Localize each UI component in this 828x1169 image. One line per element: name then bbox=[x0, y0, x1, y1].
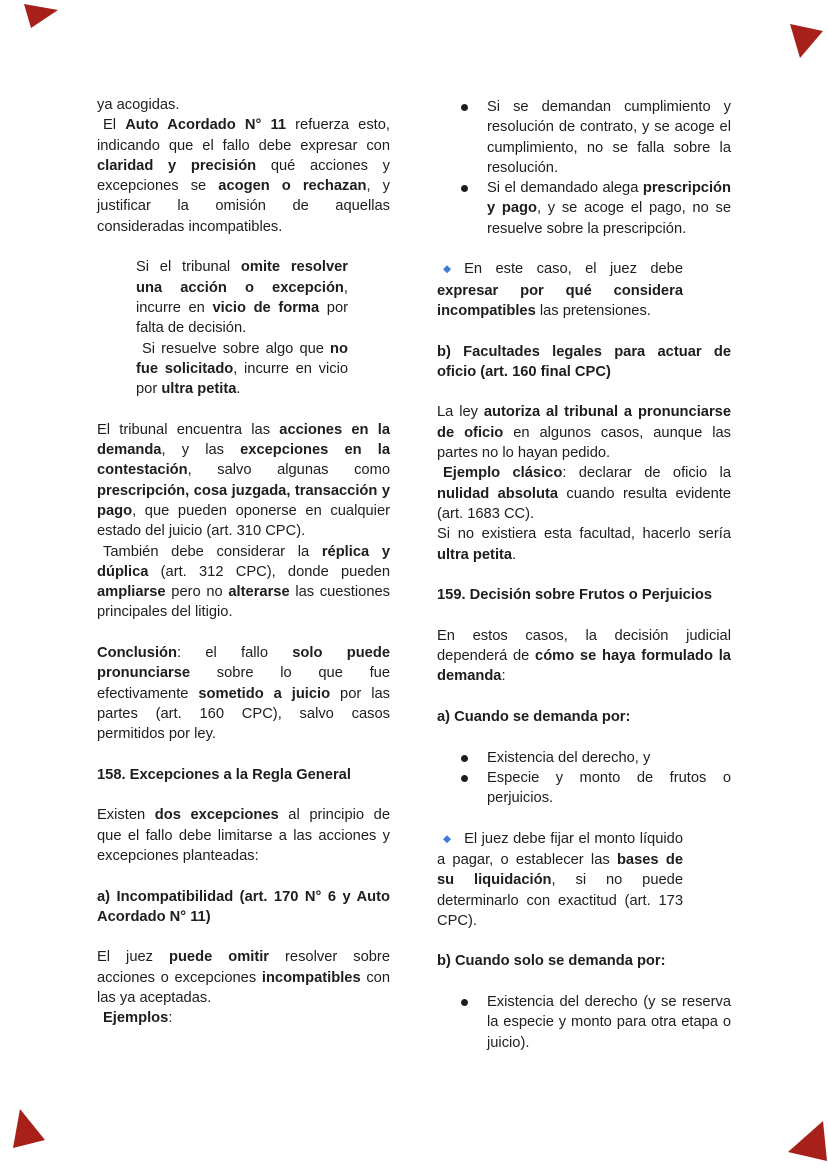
bold-text: incompatibles bbox=[261, 969, 361, 986]
bullet-item bbox=[437, 748, 731, 768]
body-text: Existencia del derecho, y bbox=[487, 749, 651, 766]
body-text: , que pueden oponerse en cualquier estado del juicio (art. 310 CPC). bbox=[97, 502, 390, 540]
bullet-dot-icon bbox=[461, 999, 468, 1006]
body-text: Existen bbox=[97, 807, 155, 824]
bold-text: puede omitir bbox=[168, 949, 270, 966]
bullet-dot-icon bbox=[461, 104, 468, 111]
bold-text: expresar por qué considera incompatibles bbox=[437, 282, 683, 319]
body-text: , si no puede determinarlo con exactitud (art. 173 CPC). bbox=[437, 872, 683, 929]
bold-text: ultra petita bbox=[161, 381, 237, 398]
body-text: : bbox=[501, 668, 506, 685]
paragraph-group bbox=[97, 643, 390, 744]
paragraph bbox=[437, 402, 731, 463]
body-text: . bbox=[512, 546, 517, 563]
body-text: El juez bbox=[97, 949, 169, 966]
paragraph bbox=[97, 115, 390, 237]
paragraph bbox=[97, 1008, 390, 1028]
body-text: las pretensiones. bbox=[535, 302, 651, 319]
paragraph bbox=[97, 542, 390, 623]
bold-text: prescripción, cosa juzgada, transacción y pago bbox=[97, 482, 390, 519]
body-text: , salvo algunas como bbox=[187, 462, 390, 479]
bullet-item bbox=[437, 992, 731, 1053]
body-text: El tribunal encuentra las bbox=[97, 421, 280, 438]
bullet-text bbox=[487, 992, 731, 1053]
sub-heading: a) Incompatibilidad (art. 170 N° 6 y Auto Acordado N° 11) bbox=[97, 888, 390, 925]
bold-text: cómo se haya formulado la demanda bbox=[437, 648, 731, 685]
bold-text: dos excepciones bbox=[154, 807, 279, 824]
bold-text: bases de su liquidación bbox=[437, 851, 683, 889]
section-heading: 159. Decisión sobre Frutos o Perjuicios bbox=[437, 587, 713, 604]
body-text: El juez debe fijar el monto líquido a pagar, o establecer las bbox=[437, 830, 683, 868]
body-text: qué acciones y excepciones se bbox=[97, 157, 390, 195]
bold-text: prescripción y pago bbox=[487, 180, 731, 217]
paragraph bbox=[437, 463, 731, 524]
sub-heading: b) Cuando solo se demanda por: bbox=[437, 953, 666, 970]
paragraph bbox=[136, 339, 348, 400]
body-text: La ley bbox=[437, 404, 484, 421]
body-text: , y justificar la omisión de aquellas consideradas incompatibles. bbox=[97, 178, 390, 235]
sub-heading: b) Facultades legales para actuar de oficio (art. 160 final CPC) bbox=[437, 343, 731, 380]
paragraph bbox=[136, 257, 348, 338]
bold-text: acogen o rechazan bbox=[218, 178, 367, 195]
section-heading: 158. Excepciones a la Regla General bbox=[97, 766, 351, 783]
corner-mark-top-left-icon bbox=[24, 4, 58, 28]
body-text: . bbox=[236, 381, 241, 398]
body-text: Si el tribunal bbox=[136, 259, 241, 276]
body-text: cuando resulta evidente (art. 1683 CC). bbox=[437, 485, 731, 522]
body-text: Si se demandan cumplimiento y resolución de contrato, y se acoge el cumplimiento, no se falla sobre la resolución. bbox=[487, 99, 731, 176]
body-text: al principio de que el fallo debe limitarse a las acciones y excepciones planteadas: bbox=[97, 807, 390, 864]
body-text: con las ya aceptadas. bbox=[97, 969, 390, 1007]
body-text: También debe considerar la bbox=[103, 543, 322, 560]
bold-text: autoriza al tribunal a pronunciarse de oficio bbox=[437, 404, 732, 441]
body-text: Si el demandado alega bbox=[487, 180, 643, 197]
body-text: , incurre en vicio por bbox=[136, 360, 348, 398]
diamond-note bbox=[437, 259, 683, 321]
bold-text: alterarse bbox=[228, 584, 290, 601]
bold-text: excepciones en la contestación bbox=[97, 442, 390, 479]
bold-text: ampliarse bbox=[97, 584, 166, 601]
body-text: En este caso, el juez debe bbox=[464, 261, 683, 278]
body-text: por las partes (art. 160 CPC), salvo casos permitidos por ley. bbox=[97, 685, 390, 743]
body-text: , incurre en bbox=[136, 279, 348, 316]
paragraph bbox=[97, 420, 390, 542]
body-text: Existencia del derecho (y se reserva la especie y monto para otra etapa o juicio). bbox=[487, 994, 731, 1051]
bold-text: no fue solicitado bbox=[136, 340, 348, 377]
column-left bbox=[97, 95, 390, 1049]
diamond-note bbox=[437, 829, 683, 931]
bold-text: Ejemplos bbox=[103, 1010, 169, 1027]
bold-text: vicio de forma bbox=[212, 299, 320, 316]
bold-text: nulidad absoluta bbox=[437, 485, 559, 502]
paragraph bbox=[437, 626, 731, 687]
body-text: En estos casos, la decisión judicial dependerá de bbox=[437, 627, 731, 665]
bold-text: acciones en la demanda bbox=[97, 421, 391, 459]
body-text: : el fallo bbox=[176, 645, 293, 662]
body-text: El bbox=[103, 117, 126, 134]
body-text: pero no bbox=[165, 584, 229, 601]
column-right bbox=[437, 97, 731, 1073]
paragraph-group bbox=[97, 420, 390, 623]
paragraph-group bbox=[437, 626, 731, 687]
body-text: : bbox=[168, 1010, 173, 1027]
bullet-text bbox=[487, 748, 731, 768]
body-text: en algunos casos, aunque las partes no lo hayan pedido. bbox=[437, 424, 731, 462]
body-text: resolver sobre acciones o excepciones bbox=[97, 949, 390, 986]
bold-text: Auto Acordado N° 11 bbox=[125, 117, 287, 134]
bullet-item bbox=[437, 97, 731, 178]
body-text: Si no existiera esta facultad, hacerlo sería bbox=[437, 526, 731, 543]
bold-text: Conclusión bbox=[97, 645, 177, 662]
quote-block bbox=[136, 257, 348, 399]
bold-text: réplica y dúplica bbox=[97, 543, 390, 580]
paragraph bbox=[97, 805, 390, 866]
corner-mark-bottom-left-icon bbox=[13, 1109, 45, 1148]
bullet-item bbox=[437, 768, 731, 809]
body-text: sobre lo que fue efectivamente bbox=[97, 665, 390, 702]
bold-text: ultra petita bbox=[437, 546, 513, 563]
bullet-text bbox=[487, 97, 731, 178]
bold-text: claridad y precisión bbox=[97, 157, 257, 174]
bullet-text bbox=[487, 768, 731, 809]
paragraph bbox=[97, 947, 390, 1008]
paragraph bbox=[97, 643, 390, 744]
bullet-text bbox=[487, 178, 731, 239]
bullet-item bbox=[437, 178, 731, 239]
corner-mark-top-right-icon bbox=[790, 24, 823, 58]
bullet-list bbox=[437, 748, 731, 809]
paragraph-group bbox=[97, 947, 390, 1028]
body-text: refuerza esto, indicando que el fallo debe expresar con bbox=[97, 117, 390, 154]
paragraph-group bbox=[97, 805, 390, 866]
corner-mark-bottom-right-icon bbox=[788, 1121, 827, 1161]
paragraph bbox=[97, 95, 390, 115]
paragraph bbox=[437, 524, 731, 565]
bold-text: solo puede pronunciarse bbox=[97, 645, 390, 682]
bullet-dot-icon bbox=[461, 775, 468, 782]
bullet-dot-icon bbox=[461, 755, 468, 762]
bullet-list bbox=[437, 97, 731, 239]
body-text: Si resuelve sobre algo que bbox=[142, 340, 331, 357]
bullet-dot-icon bbox=[461, 185, 468, 192]
body-text: Especie y monto de frutos o perjuicios. bbox=[487, 769, 731, 807]
body-text: por falta de decisión. bbox=[136, 299, 349, 337]
diamond-icon: ◆ bbox=[443, 263, 452, 276]
bold-text: omite resolver una acción o excepción bbox=[136, 259, 348, 296]
sub-heading: a) Cuando se demanda por: bbox=[437, 708, 631, 725]
body-text: : declarar de oficio la bbox=[562, 465, 731, 482]
paragraph-group bbox=[97, 95, 390, 237]
diamond-icon: ◆ bbox=[443, 832, 452, 845]
paragraph-group bbox=[437, 402, 731, 564]
bullet-list bbox=[437, 992, 731, 1053]
body-text: , y las bbox=[161, 442, 241, 459]
bold-text: sometido a juicio bbox=[198, 685, 331, 702]
body-text: , y se acoge el pago, no se resuelve sobre la prescripción. bbox=[487, 200, 731, 237]
body-text: (art. 312 CPC), donde pueden bbox=[148, 563, 390, 580]
bold-text: Ejemplo clásico bbox=[443, 465, 563, 482]
body-text: las cuestiones principales del litigio. bbox=[97, 584, 391, 621]
body-text: ya acogidas. bbox=[97, 97, 180, 113]
